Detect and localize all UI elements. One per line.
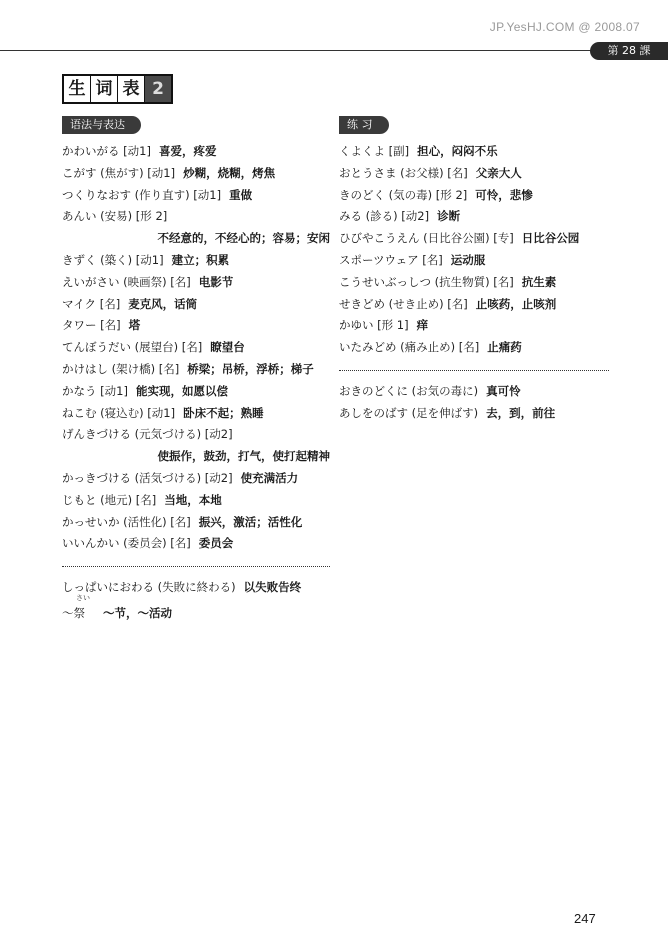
vocab-meaning: 喜爱，疼爱 [158, 144, 217, 158]
vocab-part-of-speech: [动1] [193, 187, 222, 202]
vocab-kanji: (安易) [100, 209, 133, 224]
header-rule [0, 50, 598, 51]
title-char: 表 [118, 76, 145, 102]
vocab-reading: かけはし [62, 361, 108, 376]
vocab-kanji: (足を伸ばす) [411, 405, 479, 420]
vocab-entry [62, 381, 330, 403]
page-number: 247 [574, 911, 596, 926]
vocab-reading: げんきづける [62, 427, 131, 442]
title-number: 2 [145, 76, 171, 102]
vocab-kanji: (気の毒) [388, 187, 433, 202]
vocab-reading: マイク [62, 296, 97, 311]
vocab-meaning: ～节，～活动 [103, 605, 172, 620]
vocab-kanji: (痛み止め) [400, 340, 456, 355]
vocab-reading: いたみどめ [339, 340, 397, 355]
vocab-meaning: 痒 [416, 318, 429, 333]
vocab-meaning: 炒糊，烧糊，烤焦 [183, 165, 276, 180]
vocab-meaning: 担心，闷闷不乐 [417, 144, 498, 158]
dotted-divider [62, 555, 330, 577]
vocab-meaning: 委员会 [198, 536, 234, 551]
vocab-part-of-speech: [形 2] [135, 209, 168, 224]
vocab-entry [62, 593, 330, 625]
vocab-entry [339, 163, 609, 185]
vocab-kanji: (お父様) [400, 165, 444, 180]
vocab-meaning: 以失败告终 [243, 580, 302, 595]
vocab-kanji: (元気づける) [134, 427, 202, 442]
watermark: JP.YesHJ.COM @ 2008.07 [489, 20, 640, 34]
vocab-kanji: (失敗に終わる) [157, 580, 236, 595]
vocab-reading: ～祭 [62, 605, 85, 620]
vocab-meaning: 去，到，前往 [486, 405, 556, 420]
vocab-entry [62, 533, 330, 555]
vocab-kanji: (診る) [365, 209, 398, 224]
vocab-part-of-speech: [名] [181, 340, 203, 355]
vocab-reading: くよくよ [339, 144, 385, 158]
vocab-reading: きのどく [339, 187, 385, 202]
vocab-reading: おとうさま [339, 165, 397, 180]
vocab-meaning: 卧床不起；熟睡 [183, 405, 264, 420]
vocab-entry [339, 337, 609, 359]
vocab-meaning: 抗生素 [521, 274, 557, 289]
vocab-reading: タワー [62, 318, 97, 333]
vocab-entry [62, 141, 330, 163]
vocab-meaning: 使充满活力 [240, 470, 299, 485]
vocab-entry [339, 250, 609, 272]
vocab-kanji: (展望台) [134, 340, 179, 355]
vocab-part-of-speech: [形 1] [377, 318, 409, 333]
vocab-kanji: (焦がす) [100, 165, 144, 180]
vocab-reading: ひびやこうえん [339, 231, 420, 246]
vocab-part-of-speech: [名] [170, 274, 191, 289]
vocab-part-of-speech: [名] [458, 340, 480, 355]
vocab-part-of-speech: [动2] [401, 209, 430, 224]
vocab-entry [339, 315, 609, 337]
vocab-part-of-speech: [名] [99, 296, 121, 311]
vocab-entry [62, 163, 330, 185]
vocab-reading: しっぱいにおわる [62, 580, 154, 595]
vocab-reading: かっきづける [62, 470, 131, 485]
vocab-part-of-speech: [动2] [204, 470, 233, 485]
vocab-reading: みる [339, 209, 362, 224]
vocab-reading: えいがさい [62, 274, 120, 289]
vocab-kanji: (日比谷公園) [423, 231, 490, 246]
vocab-kanji: (抗生物質) [434, 274, 490, 289]
vocab-reading: こがす [62, 165, 97, 180]
vocab-entry [62, 424, 330, 446]
vocab-entry [339, 185, 609, 207]
vocab-part-of-speech: [副] [388, 144, 410, 158]
vocab-part-of-speech: [专] [493, 231, 514, 246]
vocab-meaning: 能实现，如愿以偿 [135, 383, 228, 398]
vocab-part-of-speech: [动1] [100, 383, 128, 398]
vocab-part-of-speech: [名] [447, 165, 468, 180]
vocab-column-left [62, 141, 330, 625]
furigana: さい [76, 593, 90, 602]
vocab-kanji: (映画祭) [123, 274, 167, 289]
vocab-meaning: 建立；积累 [171, 252, 230, 267]
vocab-part-of-speech: [名] [170, 536, 191, 551]
title-char: 生 [64, 76, 91, 102]
vocab-kanji: (寝込む) [100, 405, 144, 420]
vocab-entry [339, 141, 609, 163]
vocab-meaning: 当地，本地 [164, 492, 222, 507]
vocab-reading: いいんかい [62, 536, 120, 551]
vocab-entry [62, 359, 330, 381]
section-tag-grammar: 语法与表达 [62, 116, 141, 134]
vocab-entry [339, 228, 609, 250]
vocab-entry [62, 403, 330, 425]
vocab-part-of-speech: [名] [447, 296, 468, 311]
vocab-reading: ねこむ [62, 405, 97, 420]
lesson-tab: 第 28 課 [590, 42, 668, 60]
vocab-suffix [62, 593, 90, 625]
vocab-reading: かわいがる [62, 144, 120, 158]
vocab-meaning: 日比谷公园 [521, 231, 580, 246]
vocab-meaning: 诊断 [437, 209, 461, 224]
vocab-entry [62, 250, 330, 272]
vocab-meaning: 瞭望台 [210, 340, 245, 355]
vocab-meaning: 重做 [229, 187, 253, 202]
vocab-part-of-speech: [名] [493, 274, 514, 289]
vocab-entry [62, 294, 330, 316]
vocab-kanji: (お気の毒に) [411, 383, 479, 398]
vocab-part-of-speech: [形 2] [435, 187, 468, 202]
vocab-entry [62, 337, 330, 359]
vocab-reading: かなう [62, 383, 97, 398]
vocab-meaning: 桥梁；吊桥，浮桥；梯子 [187, 361, 314, 376]
vocab-kanji: (活性化) [123, 514, 167, 529]
vocab-part-of-speech: [名] [170, 514, 191, 529]
vocab-part-of-speech: [动2] [204, 427, 233, 442]
vocab-entry [62, 315, 330, 337]
vocab-kanji: (作り直す) [134, 187, 190, 202]
section-tag-exercise: 练 习 [339, 116, 389, 134]
vocab-part-of-speech: [名] [135, 492, 157, 507]
vocab-part-of-speech: [动1] [135, 252, 164, 267]
vocab-entry [339, 206, 609, 228]
vocab-meaning: 电影节 [198, 274, 234, 289]
vocab-part-of-speech: [名] [158, 361, 180, 376]
vocab-meaning: 运动服 [450, 252, 486, 267]
vocab-part-of-speech: [名] [100, 318, 121, 333]
vocab-reading: かゆい [339, 318, 374, 333]
vocab-reading: あしをのばす [339, 405, 408, 420]
vocab-meaning: 真可怜 [486, 383, 521, 398]
vocab-reading: スポーツウェア [339, 252, 419, 267]
vocabulary-title [62, 74, 173, 104]
vocab-entry [62, 512, 330, 534]
vocab-part-of-speech: [名] [422, 252, 443, 267]
vocab-entry [62, 206, 330, 228]
vocab-reading: かっせいか [62, 514, 120, 529]
vocab-entry [62, 490, 330, 512]
vocab-kanji: (せき止め) [388, 296, 444, 311]
vocab-meaning: 麦克风，话筒 [128, 296, 198, 311]
vocab-meaning: 止咳药，止咳剂 [475, 296, 557, 311]
vocab-meaning-continued: 不经意的，不经心的；容易；安闲 [157, 231, 330, 246]
vocab-meaning: 塔 [128, 318, 141, 333]
vocab-column-right [339, 141, 609, 425]
vocab-entry [62, 272, 330, 294]
vocab-kanji: (築く) [100, 252, 133, 267]
vocab-reading: せきどめ [339, 296, 385, 311]
vocab-entry [62, 185, 330, 207]
title-char: 词 [91, 76, 118, 102]
vocab-reading: きずく [62, 252, 97, 267]
vocab-meaning: 可怜，悲惨 [475, 187, 533, 202]
vocab-reading: あんい [62, 209, 97, 224]
vocab-kanji: (委员会) [123, 536, 167, 551]
vocab-part-of-speech: [动1] [123, 144, 151, 158]
vocab-kanji: (架け橋) [111, 361, 156, 376]
vocab-entry [339, 272, 609, 294]
vocab-part-of-speech: [动1] [147, 405, 176, 420]
vocab-entry [62, 577, 330, 599]
vocab-kanji: (活気づける) [134, 470, 202, 485]
vocab-entry [339, 294, 609, 316]
vocab-entry [339, 381, 609, 403]
vocab-reading: つくりなおす [62, 187, 131, 202]
vocab-entry [62, 468, 330, 490]
vocab-meaning: 父亲大人 [475, 165, 522, 180]
vocab-meaning: 振兴，激活；活性化 [198, 514, 303, 529]
vocab-reading: じもと [62, 492, 97, 507]
vocab-meaning: 止痛药 [487, 340, 522, 355]
vocab-kanji: (地元) [100, 492, 133, 507]
dotted-divider [339, 359, 609, 381]
vocab-reading: おきのどくに [339, 383, 408, 398]
vocab-entry [339, 403, 609, 425]
vocab-reading: てんぼうだい [62, 340, 131, 355]
vocab-reading: こうせいぶっしつ [339, 274, 431, 289]
vocab-meaning-continued: 使振作，鼓劲，打气，使打起精神 [157, 449, 330, 464]
vocab-part-of-speech: [动1] [147, 165, 176, 180]
